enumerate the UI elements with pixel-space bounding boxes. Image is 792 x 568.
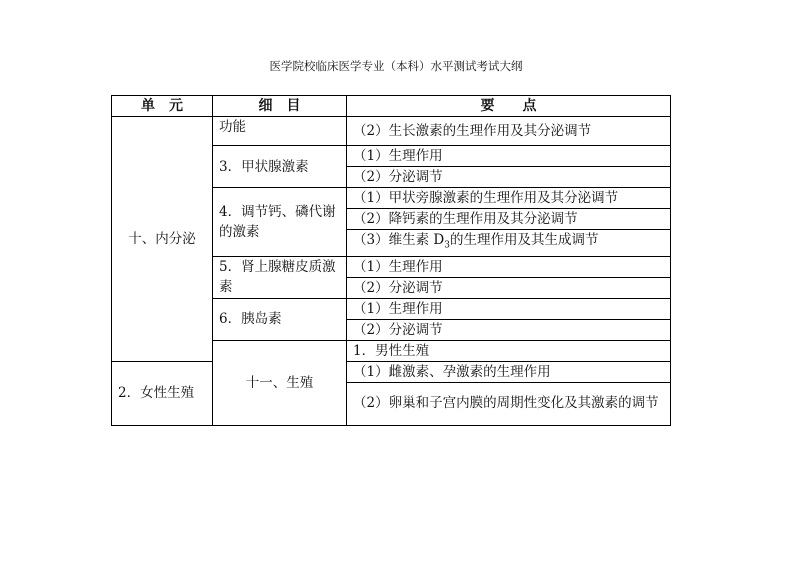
point-insulin-2: （2）分泌调节 [347,319,671,340]
point-female-2: （2）卵巢和子宫内膜的周期性变化及其激素的调节 [347,382,671,425]
page-title: 医学院校临床医学专业（本科）水平测试考试大纲 [269,59,523,73]
point-calcium-3-sub: 3 [444,240,450,251]
point-gh: （2）生长激素的生理作用及其分泌调节 [347,117,671,146]
point-glucocorticoid-2: （2）分泌调节 [347,277,671,298]
table-row [112,117,671,146]
item-thyroid: 3．甲状腺激素 [213,146,347,188]
item-insulin: 6．胰岛素 [213,298,347,340]
header-item: 细 目 [213,96,347,117]
point-calcium-2: （2）降钙素的生理作用及其分泌调节 [347,209,671,230]
unit-endocrine: 十、内分泌 [112,117,213,362]
item-glucocorticoid: 5．肾上腺糖皮质激素 [213,256,347,298]
header-point: 要 点 [347,96,671,117]
table-row [112,361,671,382]
point-calcium-3 [347,230,671,257]
item-calcium: 4．调节钙、磷代谢的激素 [213,188,347,257]
point-calcium-1: （1）甲状旁腺激素的生理作用及其分泌调节 [347,188,671,209]
point-thyroid-1: （1）生理作用 [347,146,671,167]
point-calcium-3-a: （3）维生素 D [353,232,445,248]
item-function: 功能 [213,117,347,146]
point-calcium-3-b: 的生理作用及其生成调节 [449,232,599,248]
point-female-1: （1）雌激素、孕激素的生理作用 [347,361,671,382]
point-glucocorticoid-1: （1）生理作用 [347,256,671,277]
item-male: 1．男性生殖 [347,340,671,361]
header-unit: 单 元 [112,96,213,117]
unit-reproduction: 十一、生殖 [213,340,347,425]
point-insulin-1: （1）生理作用 [347,298,671,319]
outline-table [111,95,671,426]
item-female: 2．女性生殖 [112,361,213,425]
point-thyroid-2: （2）分泌调节 [347,167,671,188]
table-header-row [112,96,671,117]
